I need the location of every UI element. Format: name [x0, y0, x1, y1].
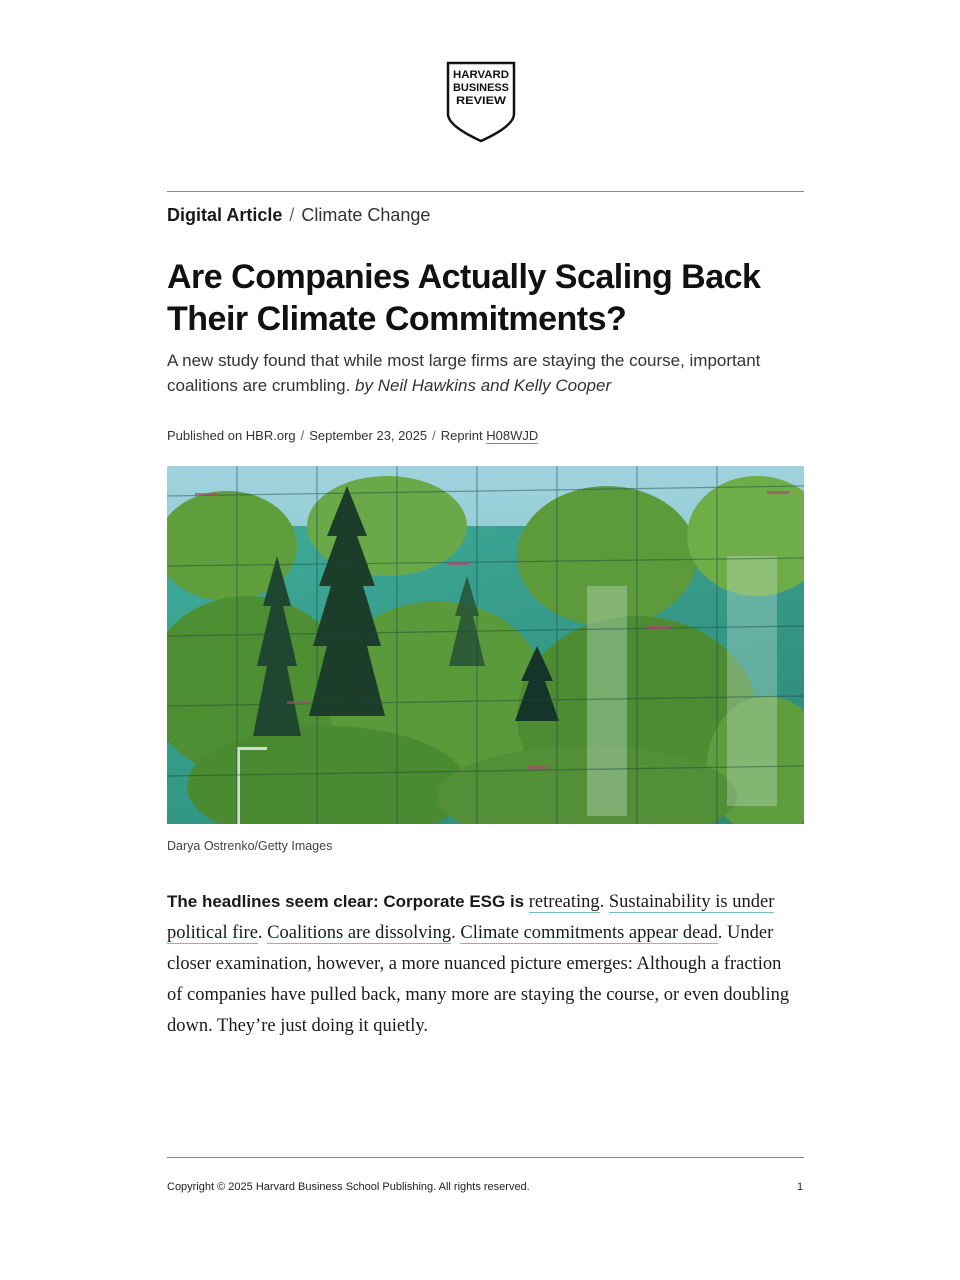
footer-divider: [167, 1157, 804, 1158]
svg-text:REVIEW: REVIEW: [456, 95, 507, 107]
publish-date: September 23, 2025: [309, 428, 428, 443]
body-text: . Under closer examination, however, a more nuanced picture emerges: Although a fraction of companies have pulled back, many more are staying the course, or even doubling down. They’re just doing it quietly.: [167, 923, 790, 1036]
article-dek: [167, 348, 807, 398]
pub-separator: /: [300, 428, 305, 443]
image-credit: Darya Ostrenko/Getty Images: [167, 839, 333, 853]
copyright-notice: Copyright © 2025 Harvard Business School Publishing. All rights reserved.: [167, 1181, 530, 1193]
link-retreating[interactable]: retreating: [528, 892, 600, 912]
byline: by Neil Hawkins and Kelly Cooper: [355, 376, 612, 395]
dek-text: A new study found that while most large firms are staying the course, important coalitions are crumbling.: [167, 351, 761, 395]
svg-text:HARVARD: HARVARD: [453, 69, 510, 81]
breadcrumb-section[interactable]: Digital Article: [167, 205, 283, 225]
link-coalitions-dissolving[interactable]: Coalitions are dissolving: [267, 923, 452, 943]
top-divider: [167, 191, 804, 192]
breadcrumb-separator: /: [289, 205, 295, 225]
body-text: .: [451, 923, 456, 943]
page-number: 1: [797, 1181, 804, 1193]
article-title: Are Companies Actually Scaling Back Their Climate Commitments?: [167, 258, 761, 338]
body-text: .: [599, 892, 605, 912]
reprint-label: Reprint: [440, 428, 483, 443]
link-commitments-dead[interactable]: Climate commitments appear dead: [460, 923, 718, 943]
article-body: [167, 886, 797, 1042]
lead-in: The headlines seem clear: Corporate ESG is: [167, 892, 525, 911]
link-political-fire[interactable]: Sustainability is under political fire: [167, 892, 775, 943]
body-text: .: [257, 923, 263, 943]
breadcrumb: [167, 205, 430, 226]
publication-info: [167, 428, 538, 443]
pub-separator: /: [432, 428, 436, 443]
hero-image-illustration: [167, 466, 804, 824]
breadcrumb-topic[interactable]: Climate Change: [301, 205, 431, 225]
svg-text:BUSINESS: BUSINESS: [453, 82, 509, 94]
published-on: Published on HBR.org: [167, 428, 296, 443]
hbr-logo[interactable]: [445, 60, 517, 144]
reprint-link[interactable]: H08WJD: [486, 428, 539, 443]
hero-image: [167, 466, 804, 824]
